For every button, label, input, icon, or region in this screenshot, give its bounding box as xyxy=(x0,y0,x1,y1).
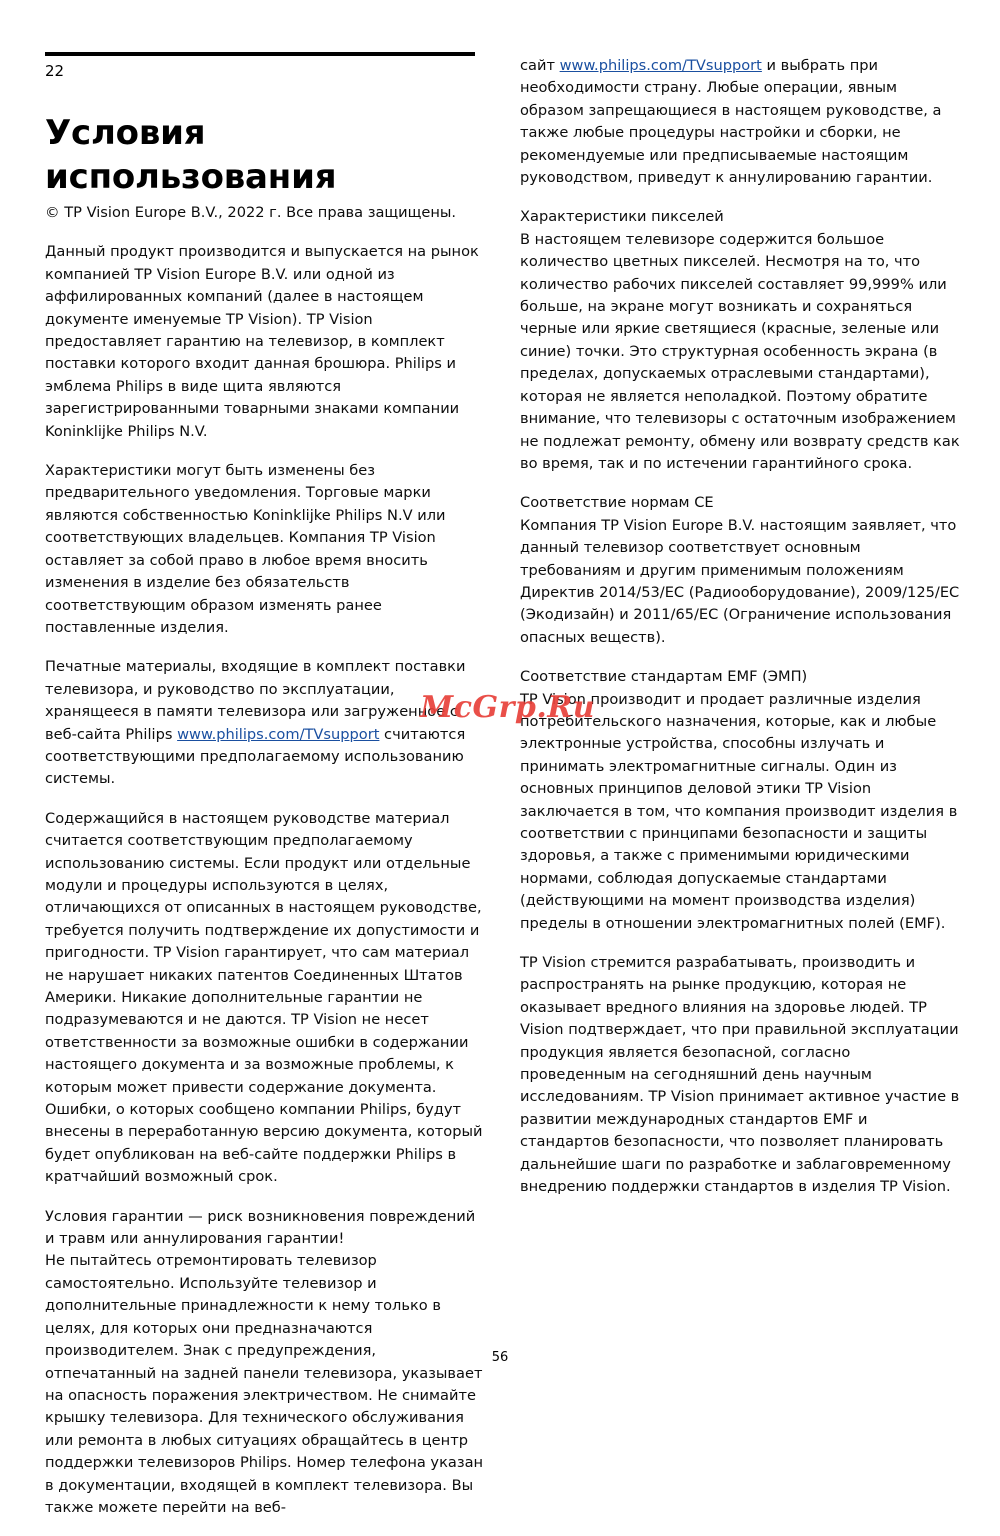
closing-paragraph: TP Vision стремится разрабатывать, производить и распространять на рынке продукцию, которая не оказывает вредного влияния на здоровье людей. TP Vision подтверждает, что при правильной эксплуатации продукция является безопасной, согласно проведенным на сегодняшний день научным исследованиям. TP Vision принимает активное участие в развитии международных стандартов EMF и стандартов безопасности, что позволяет планировать дальнейшие шаги по разработке и заблаговременному внедрению поддержки стандартов в изделия TP Vision. xyxy=(520,954,960,1196)
philips-support-link-left[interactable]: www.philips.com/TVsupport xyxy=(177,725,380,743)
continuation-paragraph xyxy=(520,55,960,189)
title-rule xyxy=(45,52,475,56)
section-body-ce: Компания TP Vision Europe B.V. настоящим заявляет, что данный телевизор соответствует основным требованиям и другим применимым положениям Директив 2014/53/EC (Радиооборудование), 2009/125/EC (Экодизайн) и 2011/65/EC (Ограничение использования опасных веществ). xyxy=(520,516,960,646)
printed-materials-text-before: Печатные материалы, входящие в комплект поставки телевизора, и руководство по эксплуатации, хранящееся в памяти телевизора или загруженное с веб-сайта Philips xyxy=(45,658,466,743)
left-column xyxy=(45,202,485,1536)
section-heading-pixels: Характеристики пикселей xyxy=(520,208,724,226)
warranty-heading: Условия гарантии — риск возникновения повреждений и травм или аннулирования гарантии! xyxy=(45,1207,476,1248)
right-column xyxy=(520,55,960,1216)
warranty-body-paragraph: Не пытайтесь отремонтировать телевизор самостоятельно. Используйте телевизор и дополнительные принадлежности к нему только в целях, для которых они предназначаются производителем. Знак с предупреждения, отпечатанный на задней панели телевизора, указывает на опасность поражения электричеством. Не снимайте крышку телевизора. Для технического обслуживания или ремонта в любых ситуациях обращайтесь в центр поддержки телевизоров Philips. Номер телефона указан в документации, входящей в комплект телевизора. Вы также можете перейти на веб- xyxy=(45,1252,484,1516)
page-number-top: 22 xyxy=(45,62,65,80)
watermark: McGrp.Ru xyxy=(420,690,596,725)
section-heading-emf: Соответствие стандартам EMF (ЭМП) xyxy=(520,668,808,686)
section-heading-ce: Соответствие нормам CE xyxy=(520,494,714,512)
page-number-bottom: 56 xyxy=(491,1350,509,1365)
section-body-emf: TP Vision производит и продает различные изделия потребительского назначения, которые, как и любые электронные устройства, способны излучать и принимать электромагнитные сигналы. Один из основных принципов деловой этики TP Vision заключается в том, что компания производит изделия в соответствии с принципами безопасности и защиты здоровья, а также с применимыми юридическими нормами, соблюдая допускаемые стандартами (действующими на момент производства изделия) пределы в отношении электромагнитных полей (EMF). xyxy=(520,690,958,932)
copyright-paragraph: © TP Vision Europe B.V., 2022 г. Все права защищены. xyxy=(45,204,457,221)
material-usage-paragraph: Содержащийся в настоящем руководстве материал считается соответствующим предполагаемому использованию системы. Если продукт или отдельные модули и процедуры используются в целях, отличающихся от описанных в настоящем руководстве, требуется получить подтверждение их допустимости и пригодности. TP Vision гарантирует, что сам материал не нарушает никаких патентов Соединенных Штатов Америки. Никакие дополнительные гарантии не подразумеваются и не даются. TP Vision не несет ответственности за возможные ошибки в содержании настоящего документа и за возможные проблемы, к которым может привести содержание документа. Ошибки, о которых сообщено компании Philips, будут внесены в переработанную версию документа, который будет опубликован на веб-сайте поддержки Philips в кратчайший возможный срок. xyxy=(45,809,483,1186)
manufacturer-paragraph: Данный продукт производится и выпускается на рынок компанией TP Vision Europe B.V. или одной из аффилированных компаний (далее в настоящем документе именуемые TP Vision). TP Vision предоставляет гарантию на телевизор, в комплект поставки которого входит данная брошюра. Philips и эмблема Philips в виде щита являются зарегистрированными товарными знаками компании Koninklijke Philips N.V. xyxy=(45,243,479,440)
philips-support-link-right[interactable]: www.philips.com/TVsupport xyxy=(559,57,762,74)
continuation-text-before: сайт xyxy=(520,57,560,74)
specifications-paragraph: Характеристики могут быть изменены без предварительного уведомления. Торговые марки являются собственностью Koninklijke Philips N.V или соответствующих владельцев. Компания TP Vision оставляет за собой право в любое время вносить изменения в изделие без обязательств соответствующим образом изменять ранее поставленные изделия. xyxy=(45,462,446,636)
page-title: Условия использования xyxy=(45,112,337,197)
printed-materials-paragraph xyxy=(45,656,485,790)
printed-materials-text-after: считаются соответствующими предполагаемому использованию системы. xyxy=(45,725,466,788)
continuation-text-after: и выбрать при необходимости страну. Любые операции, явным образом запрещающиеся в настоящем руководстве, а также любые процедуры настройки и сборки, не рекомендуемые или предписываемые настоящим руководством, приведут к аннулированию гарантии. xyxy=(520,57,942,187)
section-body-pixels: В настоящем телевизоре содержится большое количество цветных пикселей. Несмотря на то, что количество рабочих пикселей составляет 99,999% или больше, на экране могут возникать и сохраняться черные или яркие светящиеся (красные, зеленые или синие) точки. Это структурная особенность экрана (в пределах, допускаемых отраслевыми стандартами), которая не является неполадкой. Поэтому обратите внимание, что телевизоры с остаточным изображением не подлежат ремонту, обмену или возврату средств как во время, так и по истечении гарантийного срока. xyxy=(520,230,960,472)
